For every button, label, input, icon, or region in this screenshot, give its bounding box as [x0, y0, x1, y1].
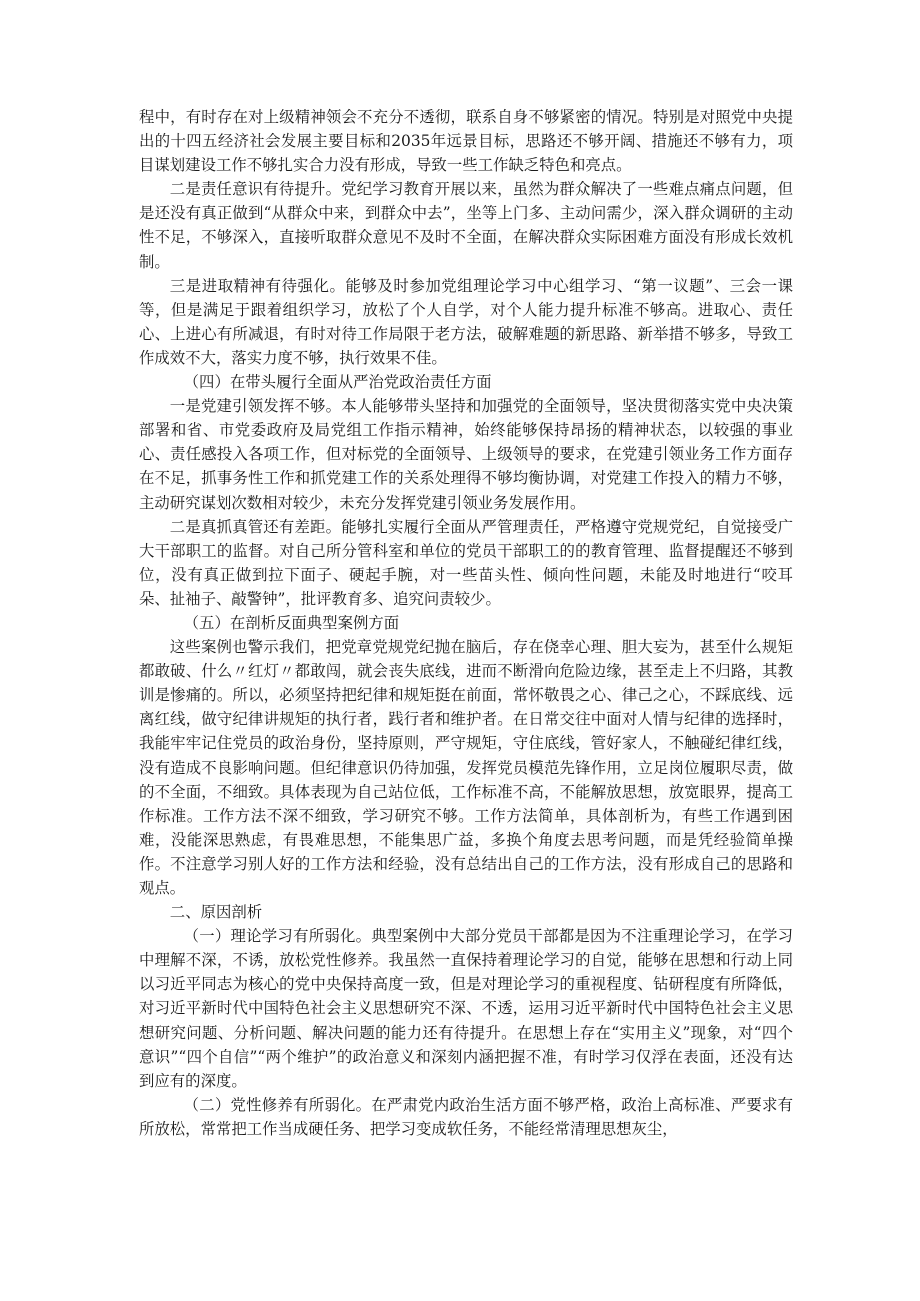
- paragraph-enterprise: 三是进取精神有待强化。能够及时参加党组理论学习中心组学习、“第一议题”、三会一课等，但是满足于跟着组织学习，放松了个人自学，对个人能力提升标准不够高。进取心、责任心、上进心有所减退，有时对待工作局限于老方法，破解难题的新思路、新举措不够多，导致工作成效不大，落实力度不够，执行效果不佳。: [139, 276, 793, 367]
- paragraph-responsibility: 二是责任意识有待提升。党纪学习教育开展以来，虽然为群众解决了一些难点痛点问题，但是还没有真正做到“从群众中来，到群众中去”，坐等上门多、主动问需少，深入群众调研的主动性不足，不够深入，直接听取群众意见不及时不全面，在解决群众实际困难方面没有形成长效机制。: [139, 180, 793, 271]
- paragraph-continuation: 程中，有时存在对上级精神领会不充分不透彻，联系自身不够紧密的情况。特别是对照党中央提出的十四五经济社会发展主要目标和2035年远景目标，思路还不够开阔、措施还不够有力，项目谋划建设工作不够扎实合力没有形成，导致一些工作缺乏特色和亮点。: [139, 108, 793, 175]
- paragraph-case-analysis: 这些案例也警示我们，把党章党规党纪抛在脑后，存在侥幸心理、胆大妄为，甚至什么规矩都敢破、什么〃红灯〃都敢闯，就会丧失底线，进而不断滑向危险边缘，甚至走上不归路，其教训是惨痛的。所以，必须坚持把纪律和规矩挺在前面，常怀敬畏之心、律己之心，不踩底线、远离红线，做守纪律讲规矩的执行者，践行者和维护者。在日常交往中面对人情与纪律的选择时，我能牢牢记住党员的政治身份，坚持原则，严守规矩，守住底线，管好家人，不触碰纪律红线，没有造成不良影响问题。但纪律意识仍待加强，发挥党员模范先锋作用，立足岗位履职尽责，做的不全面，不细致。具体表现为自己站位低，工作标准不高，不能解放思想，放宽眼界，提高工作标准。工作方法不深不细致，学习研究不够。工作方法简单，具体剖析为，有些工作遇到困难，没能深思熟虑，有畏难思想，不能集思广益，多换个角度去思考问题，而是凭经验简单操作。不注意学习别人好的工作方法和经验，没有总结出自己的工作方法，没有形成自己的思路和观点。: [139, 638, 793, 897]
- section-heading-cause: 二、原因剖析: [169, 903, 263, 922]
- section-heading-4: （四）在带头履行全面从严治党政治责任方面: [183, 373, 492, 392]
- section-heading-5: （五）在剖析反面典型案例方面: [183, 613, 400, 632]
- paragraph-party-spirit: （二）党性修养有所弱化。在严肃党内政治生活方面不够严格，政治上高标准、严要求有所放松，常常把工作当成硬任务、把学习变成软任务，不能经常清理思想灰尘，: [139, 1095, 793, 1138]
- paragraph-management: 二是真抓真管还有差距。能够扎实履行全面从严管理责任，严格遵守党规党纪，自觉接受广大干部职工的监督。对自己所分管科室和单位的党员干部职工的的教育管理、监督提醒还不够到位，没有真正做到拉下面子、硬起手腕，对一些苗头性、倾向性问题，未能及时地进行“咬耳朵、扯袖子、敲警钟”，批评教育多、追究问责较少。: [139, 517, 793, 608]
- paragraph-theory-study: （一）理论学习有所弱化。典型案例中大部分党员干部都是因为不注重理论学习，在学习中理解不深，不诱，放松党性修养。我虽然一直保持着理论学习的自觉，能够在思想和行动上同以习近平同志为核心的党中央保持高度一致，但是对理论学习的重视程度、钻研程度有所降低，对习近平新时代中国特色社会主义思想研究不深、不透，运用习近平新时代中国特色社会主义思想研究问题、分析问题、解决问题的能力还有待提升。在思想上存在“实用主义”现象，对“四个意识”“四个自信”“两个维护”的政治意义和深刻内涵把握不准，有时学习仅浮在表面，还没有达到应有的深度。: [139, 927, 793, 1090]
- paragraph-party-building: 一是党建引领发挥不够。本人能够带头坚持和加强党的全面领导，坚决贯彻落实党中央决策部署和省、市党委政府及局党组工作指示精神，始终能够保持昂扬的精神状态，以较强的事业心、责任感投入各项工作，但对标党的全面领导、上级领导的要求，在党建引领业务工作方面存在不足，抓事务性工作和抓党建工作的关系处理得不够均衡协调，对党建工作投入的精力不够，主动研究谋划次数相对较少，未充分发挥党建引领业务发展作用。: [139, 397, 793, 512]
- document-page: [139, 105, 793, 1141]
